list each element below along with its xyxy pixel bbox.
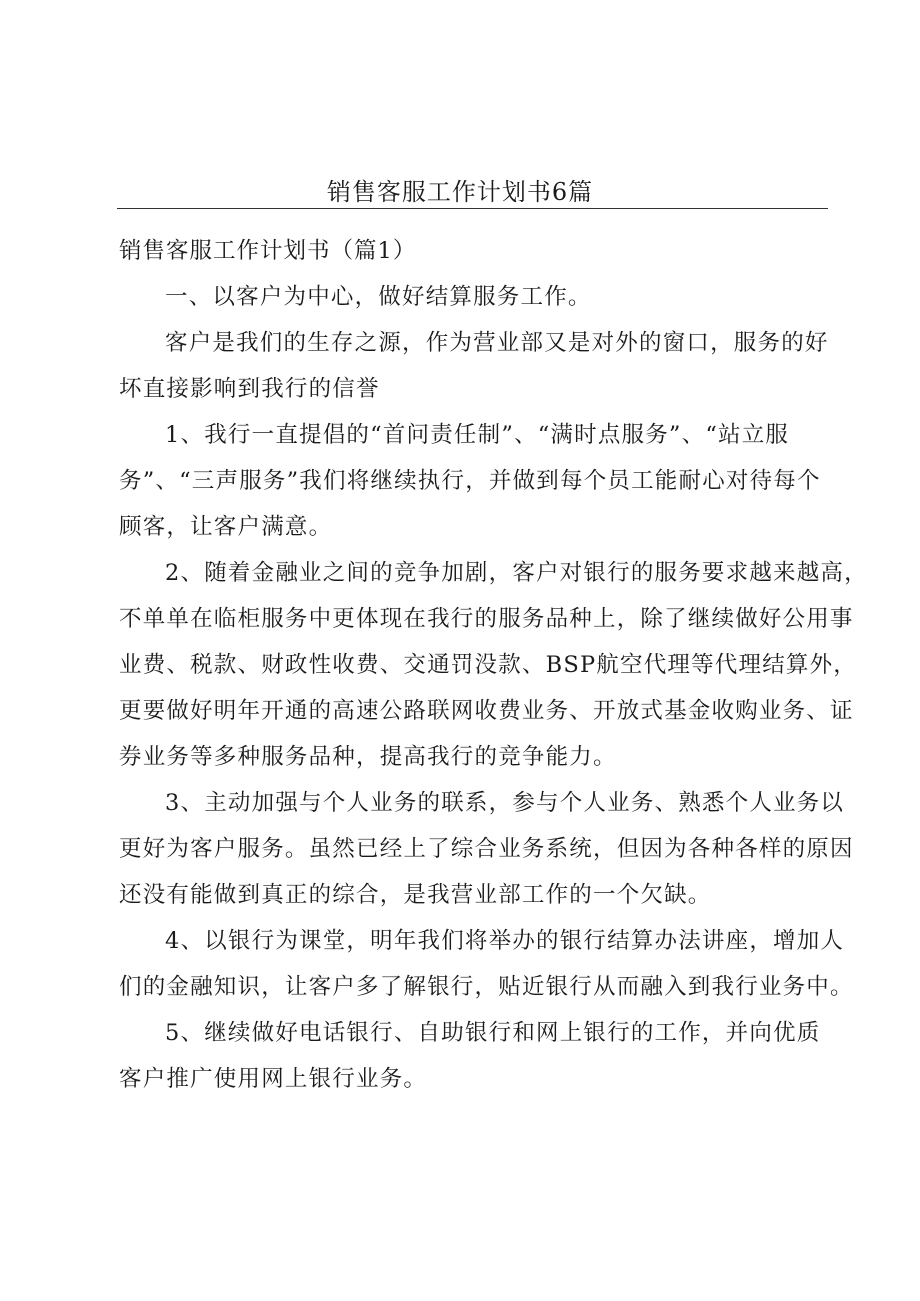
- paragraph-line: 2、随着金融业之间的竞争加剧，客户对银行的服务要求越来越高，: [165, 560, 868, 586]
- paragraph-line: 客户推广使用网上银行业务。: [119, 1066, 428, 1092]
- paragraph-line: 更要做好明年开通的高速公路联网收费业务、开放式基金收购业务、证: [119, 698, 854, 724]
- document-body: [119, 228, 868, 1102]
- title-underline: [117, 208, 828, 209]
- item-heading-text: 一、以客户为中心，做好结算服务工作。: [165, 284, 592, 310]
- paragraph-line: 4、以银行为课堂，明年我们将举办的银行结算办法讲座，增加人: [165, 928, 845, 954]
- paragraph-line: 们的金融知识，让客户多了解银行，贴近银行从而融入到我行业务中。: [119, 974, 854, 1000]
- paragraph-line: 务”、“三声服务”我们将继续执行，并做到每个员工能耐心对待每个: [119, 468, 821, 494]
- point-paragraph-4: [119, 918, 854, 1010]
- paragraph-line: 3、主动加强与个人业务的联系，参与个人业务、熟悉个人业务以: [165, 790, 845, 816]
- paragraph-line: 不单单在临柜服务中更体现在我行的服务品种上，除了继续做好公用事: [119, 606, 854, 632]
- document-title: 销售客服工作计划书6篇: [326, 178, 594, 206]
- paragraph-line: 顾客，让客户满意。: [119, 514, 333, 540]
- paragraph-line: 坏直接影响到我行的信誉: [119, 376, 380, 402]
- paragraph-line: 客户是我们的生存之源，作为营业部又是对外的窗口，服务的好: [165, 330, 829, 356]
- point-paragraph-2: [119, 550, 868, 780]
- intro-paragraph: [119, 320, 831, 412]
- paragraph-line: 5、继续做好电话银行、自助银行和网上银行的工作，并向优质: [165, 1020, 821, 1046]
- section-heading: [119, 228, 831, 274]
- point-paragraph-5: [119, 1010, 831, 1102]
- point-paragraph-1: [119, 412, 831, 550]
- paragraph-line: 还没有能做到真正的综合，是我营业部工作的一个欠缺。: [119, 882, 712, 908]
- item-heading: [119, 274, 831, 320]
- point-paragraph-3: [119, 780, 854, 918]
- paragraph-line: 券业务等多种服务品种，提高我行的竞争能力。: [119, 744, 617, 770]
- paragraph-line: 1、我行一直提倡的“首问责任制”、“满时点服务”、“站立服: [165, 422, 790, 448]
- paragraph-line: 业费、税款、财政性收费、交通罚没款、BSP航空代理等代理结算外，: [119, 652, 857, 678]
- paragraph-line: 更好为客户服务。虽然已经上了综合业务系统，但因为各种各样的原因: [119, 836, 854, 862]
- section-heading-text: 销售客服工作计划书（篇1）: [119, 238, 417, 264]
